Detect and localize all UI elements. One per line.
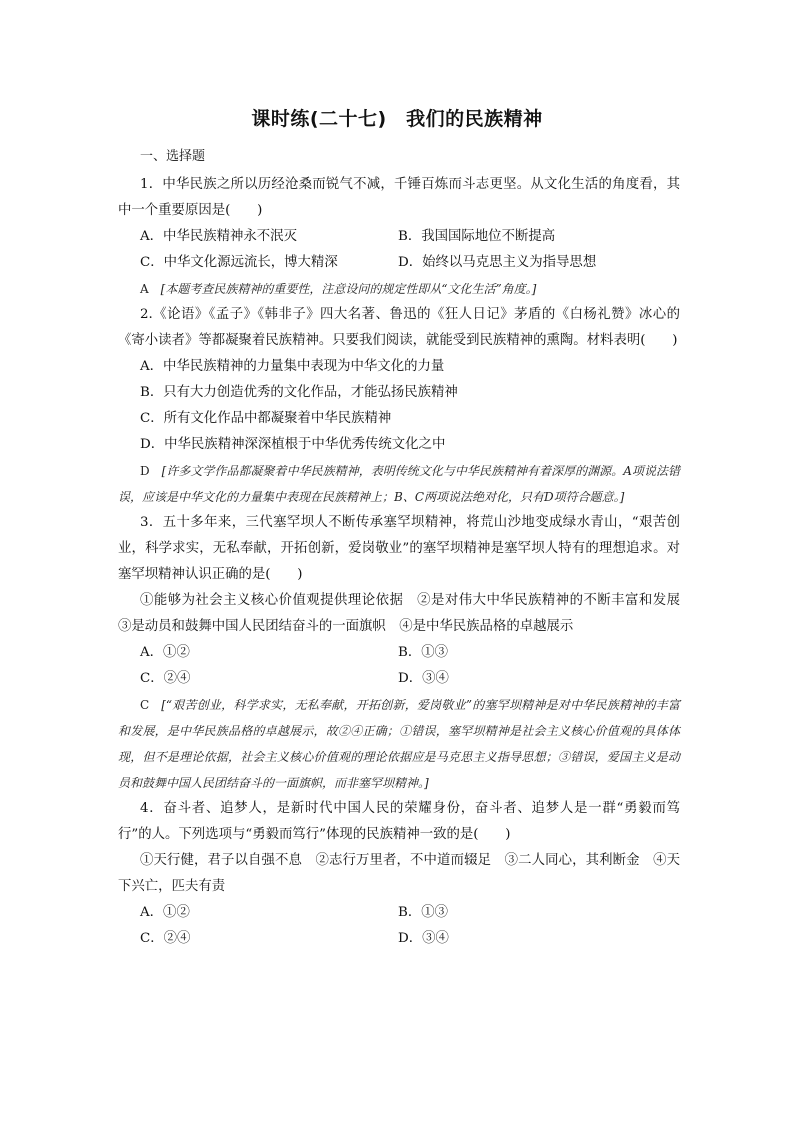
question-3-option-a: A．①② (140, 645, 190, 660)
question-2-option-d: D．中华民族精神深深植根于中华优秀传统文化之中 (140, 437, 446, 452)
question-3-option-c: C．②④ (140, 671, 191, 686)
question-1-option-a: A．中华民族精神永不泯灭 (140, 229, 297, 244)
question-1-options-cd (118, 250, 680, 276)
question-3-options-ab (118, 640, 680, 666)
question-4-option-b: B．①③ (398, 905, 449, 920)
question-3-option-d: D．③④ (398, 671, 449, 686)
question-3-option-b: B．①③ (398, 645, 449, 660)
question-1-explanation: [本题考查民族精神的重要性，注意设问的规定性即从“文化生活”角度。] (160, 282, 537, 296)
question-3-statements: ①能够为社会主义核心价值观提供理论依据 ②是对伟大中华民族精神的不断丰富和发展 ③是动员和鼓舞中国人民团结奋斗的一面旗帜 ④是中华民族品格的卓越展示 (118, 593, 694, 634)
question-2-stem: 2.《论语》《孟子》《韩非子》四大名著、鲁迅的《狂人日记》茅盾的《白杨礼赞》冰心的《寄小读者》等都凝聚着民族精神。只要我们阅读，就能受到民族精神的熏陶。材料表明( ) (118, 307, 680, 348)
document-body (118, 146, 694, 952)
question-1 (118, 172, 680, 302)
page-title: 课时练(二十七) 我们的民族精神 (251, 108, 543, 130)
question-2-explanation: [许多文学作品都凝聚着中华民族精神，表明传统文化与中华民族精神有着深厚的渊源。A项说法错误，应该是中华文化的力量集中表现在民族精神上；B、C两项说法绝对化，只有D项符合题意。] (118, 464, 680, 504)
question-1-stem: 1．中华民族之所以历经沧桑而锐气不减，千锤百炼而斗志更坚。从文化生活的角度看，其中一个重要原因是( ) (118, 177, 680, 218)
question-3 (118, 510, 694, 796)
question-3-answer-letter: C (140, 698, 150, 712)
question-4-option-a: A．①② (140, 905, 190, 920)
question-4-option-d: D．③④ (398, 931, 449, 946)
question-4 (118, 796, 680, 952)
question-2-answer (118, 458, 680, 510)
question-3-answer (118, 692, 680, 796)
question-3-options-cd (118, 666, 680, 692)
question-2-option-a: A．中华民族精神的力量集中表现为中华文化的力量 (140, 359, 445, 374)
question-1-answer (118, 276, 680, 302)
question-4-options-ab (118, 900, 680, 926)
question-1-answer-letter: A (140, 282, 149, 296)
section-heading: 一、选择题 (140, 149, 206, 164)
question-2-answer-letter: D (140, 464, 150, 478)
question-1-option-c: C．中华文化源远流长，博大精深 (140, 255, 338, 270)
question-4-statements: ①天行健，君子以自强不息 ②志行万里者，不中道而辍足 ③二人同心，其利断金 ④天下兴亡，匹夫有责 (118, 853, 680, 894)
question-4-stem: 4．奋斗者、追梦人，是新时代中国人民的荣耀身份，奋斗者、追梦人是一群“勇毅而笃行”的人。下列选项与“勇毅而笃行”体现的民族精神一致的是( ) (118, 801, 680, 842)
question-2-option-c: C．所有文化作品中都凝聚着中华民族精神 (140, 411, 392, 426)
question-4-options-cd (118, 926, 680, 952)
question-3-explanation: [“艰苦创业，科学求实，无私奉献，开拓创新，爱岗敬业”的塞罕坝精神是对中华民族精神的丰富和发展，是中华民族品格的卓越展示，故②④正确；①错误，塞罕坝精神是社会主义核心价值观的具体体现，但不是理论依据，社会主义核心价值观的理论依据应是马克思主义指导思想；③错误，爱国主义是动员和鼓舞中国人民团结奋斗的一面旗帜，而非塞罕坝精神。] (118, 698, 680, 790)
question-1-option-b: B．我国国际地位不断提高 (398, 229, 556, 244)
question-1-option-d: D．始终以马克思主义为指导思想 (398, 255, 597, 270)
question-4-option-c: C．②④ (140, 931, 191, 946)
question-1-options-ab (118, 224, 680, 250)
question-2-option-b: B．只有大力创造优秀的文化作品，才能弘扬民族精神 (140, 385, 458, 400)
question-2 (118, 302, 680, 510)
question-3-stem: 3．五十多年来，三代塞罕坝人不断传承塞罕坝精神，将荒山沙地变成绿水青山，“艰苦创业，科学求实，无私奉献，开拓创新，爱岗敬业”的塞罕坝精神是塞罕坝人特有的理想追求。对塞罕坝精神认识正确的是( ) (118, 515, 680, 582)
